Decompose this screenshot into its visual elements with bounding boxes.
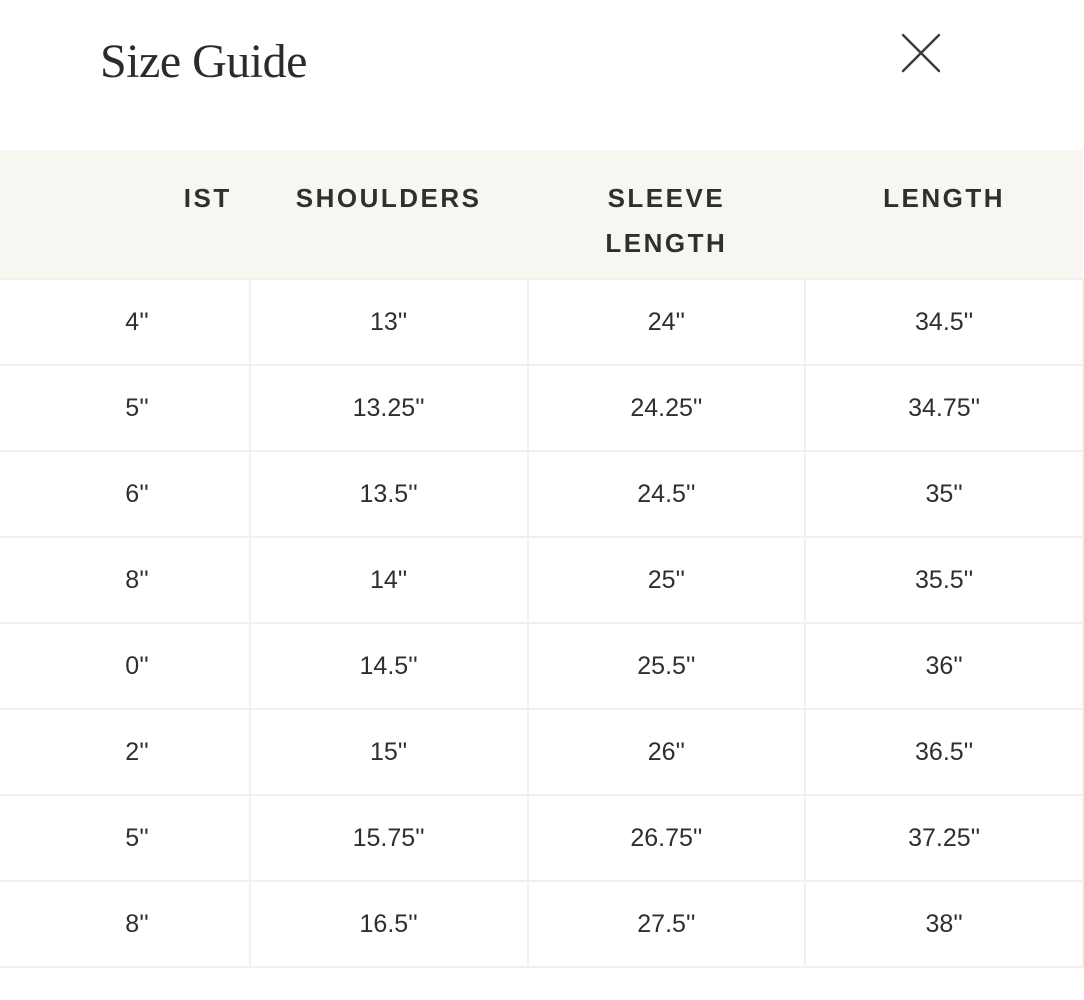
cell-shoulders: 16.5'' [250, 881, 528, 967]
table-row [0, 279, 1083, 365]
cell-sleeve-length: 25'' [528, 537, 806, 623]
cell-shoulders: 15.75'' [250, 795, 528, 881]
cell-length: 35'' [805, 451, 1083, 537]
cell-length: 38'' [805, 881, 1083, 967]
cell-shoulders: 13'' [250, 279, 528, 365]
cell-length: 34.75'' [805, 365, 1083, 451]
column-header-shoulders: SHOULDERS [250, 150, 528, 279]
cell-bust: 8'' [0, 537, 250, 623]
column-header-length: LENGTH [805, 150, 1083, 279]
cell-bust: 4'' [0, 279, 250, 365]
table-row [0, 537, 1083, 623]
cell-length: 36.5'' [805, 709, 1083, 795]
cell-shoulders: 13.25'' [250, 365, 528, 451]
cell-sleeve-length: 26.75'' [528, 795, 806, 881]
cell-shoulders: 15'' [250, 709, 528, 795]
table-row [0, 623, 1083, 709]
cell-bust: 6'' [0, 451, 250, 537]
cell-sleeve-length: 24.25'' [528, 365, 806, 451]
column-header-sleeve-length: SLEEVE LENGTH [528, 150, 806, 279]
cell-sleeve-length: 27.5'' [528, 881, 806, 967]
size-table [0, 150, 1084, 968]
table-row [0, 451, 1083, 537]
cell-length: 37.25'' [805, 795, 1083, 881]
modal-title: Size Guide [100, 35, 307, 88]
cell-shoulders: 14.5'' [250, 623, 528, 709]
cell-bust: 8'' [0, 881, 250, 967]
size-table-scroll-area[interactable] [98, 150, 1006, 970]
table-row [0, 709, 1083, 795]
cell-sleeve-length: 24'' [528, 279, 806, 365]
cell-bust: 5'' [0, 795, 250, 881]
cell-sleeve-length: 25.5'' [528, 623, 806, 709]
cell-bust: 5'' [0, 365, 250, 451]
cell-length: 35.5'' [805, 537, 1083, 623]
table-row [0, 881, 1083, 967]
table-row [0, 365, 1083, 451]
table-header-row [0, 150, 1083, 279]
cell-shoulders: 13.5'' [250, 451, 528, 537]
close-button[interactable] [898, 30, 944, 76]
cell-sleeve-length: 24.5'' [528, 451, 806, 537]
column-header-bust: IST [0, 150, 250, 279]
table-row [0, 795, 1083, 881]
close-icon [898, 30, 944, 76]
cell-length: 36'' [805, 623, 1083, 709]
cell-bust: 0'' [0, 623, 250, 709]
cell-shoulders: 14'' [250, 537, 528, 623]
cell-bust: 2'' [0, 709, 250, 795]
cell-length: 34.5'' [805, 279, 1083, 365]
cell-sleeve-length: 26'' [528, 709, 806, 795]
